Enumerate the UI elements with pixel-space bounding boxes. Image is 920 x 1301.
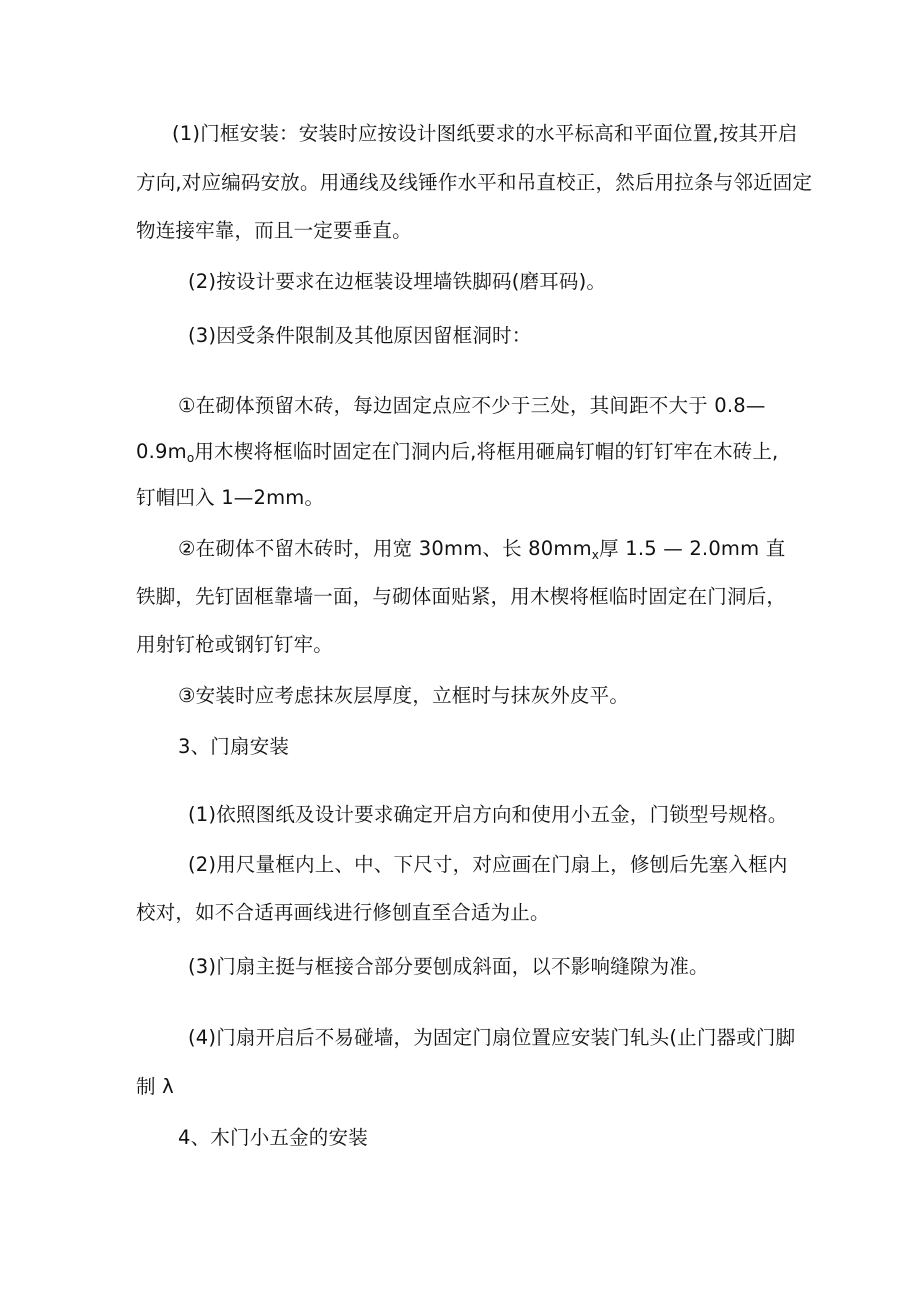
text-line: (1)门框安装：安装时应按设计图纸要求的水平标高和平面位置,按其开启 — [172, 122, 798, 145]
text-subscript: x — [591, 548, 600, 562]
paragraph-plaster-thickness: ③安装时应考虑抹灰层厚度，立框时与抹灰外皮平。 — [178, 684, 630, 707]
section-heading-door-leaf: 3、门扇安装 — [178, 735, 290, 758]
text-line: 物连接牢靠，而且一定要垂直。 — [136, 219, 412, 242]
text-line — [178, 537, 785, 567]
text-line: (4)门扇开启后不易碰墙，为固定门扇位置应安装门轧头(止门器或门脚 — [188, 1026, 796, 1049]
text-run: 用木楔将框临时固定在门洞内后,将框用砸扁钉帽的钉钉牢在木砖上, — [194, 440, 779, 463]
text-line: 方向,对应编码安放。用通线及线锤作水平和吊直校正，然后用拉条与邻近固定 — [136, 171, 813, 194]
text-line — [136, 440, 778, 470]
text-line: 校对，如不合适再画线进行修刨直至合适为止。 — [136, 901, 550, 924]
text-line: 制 λ — [136, 1075, 174, 1098]
paragraph-frame-opening: (3)因受条件限制及其他原因留框洞时： — [188, 324, 532, 347]
text-line: (2)用尺量框内上、中、下尺寸，对应画在门扇上，修刨后先塞入框内 — [188, 853, 788, 876]
text-line: ①在砌体预留木砖，每边固定点应不少于三处，其间距不大于 0.8— — [178, 394, 766, 417]
text-subscript: o — [186, 451, 195, 465]
paragraph-bevel-joint: (3)门扇主挺与框接合部分要刨成斜面，以不影响缝隙为准。 — [188, 955, 709, 978]
text-run: 0.9m — [136, 440, 187, 463]
text-line: 铁脚，先钉固框靠墙一面，与砌体面贴紧，用木楔将框临时固定在门洞后， — [136, 585, 787, 608]
paragraph-hardware-selection: (1)依照图纸及设计要求确定开启方向和使用小五金，门锁型号规格。 — [188, 803, 788, 826]
text-line: 用射钉枪或钢钉钉牢。 — [136, 633, 334, 656]
text-line: 钉帽凹入 1—2mm。 — [136, 486, 325, 509]
text-run: 厚 1.5 — 2.0mm 直 — [599, 537, 786, 560]
section-heading-hardware: 4、木门小五金的安装 — [178, 1126, 368, 1149]
paragraph-anchor-install: (2)按设计要求在边框装设埋墙铁脚码(磨耳码)。 — [188, 270, 607, 293]
text-run: ②在砌体不留木砖时，用宽 30mm、长 80mm — [178, 537, 592, 560]
